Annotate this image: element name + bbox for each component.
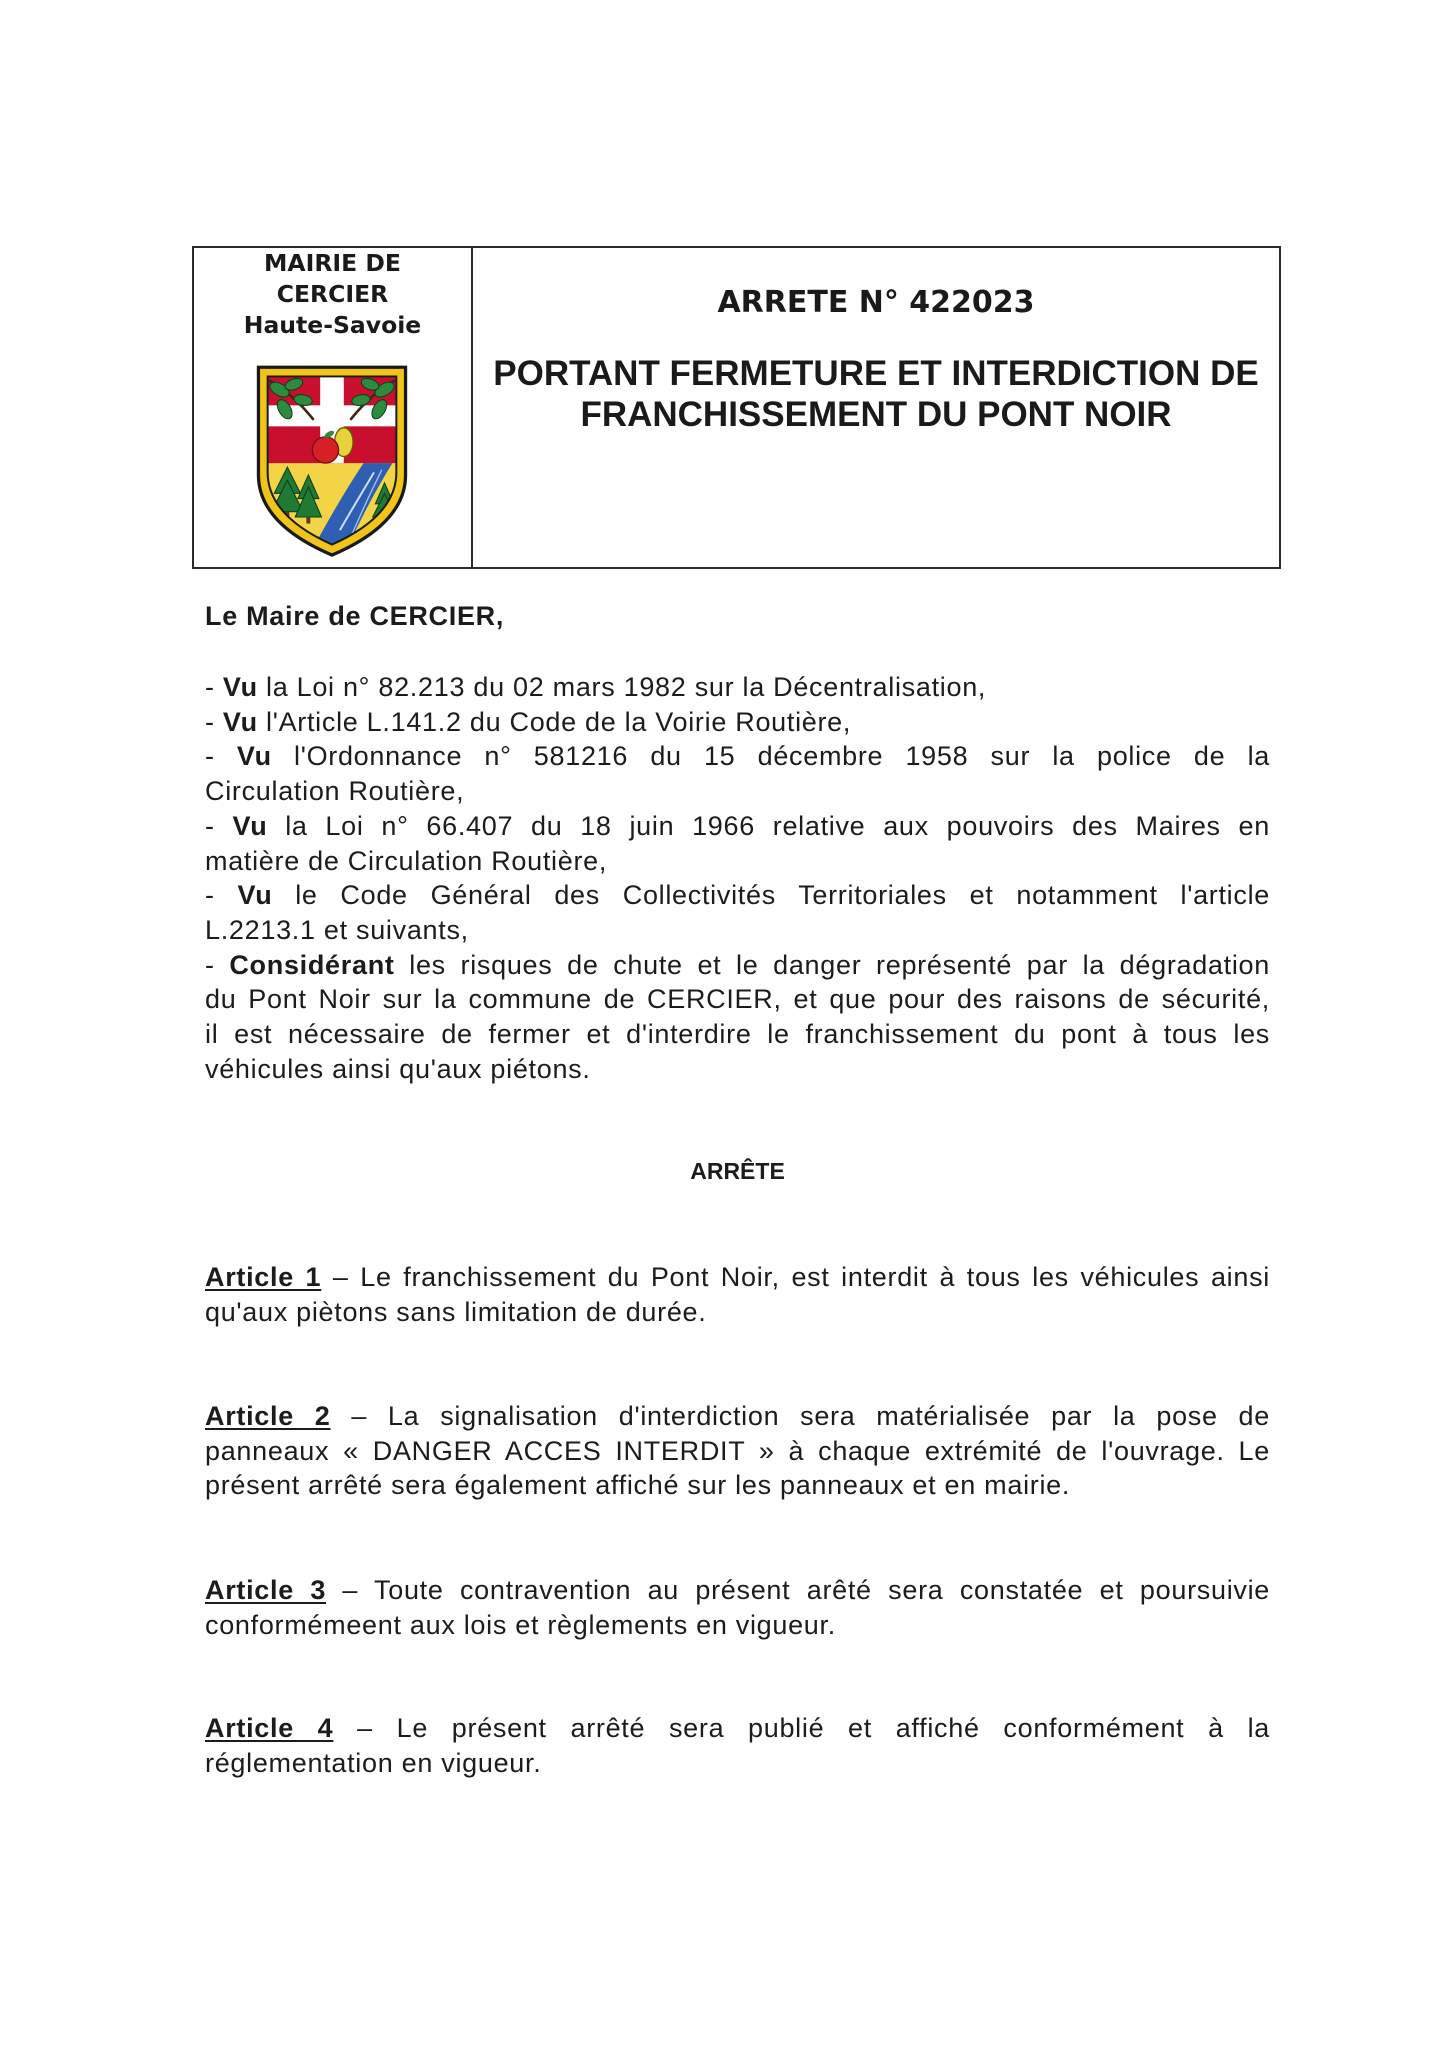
article-line: réglementation en vigueur. — [205, 1747, 542, 1778]
considerant-line: il est nécessaire de fermer et d'interdire le franchissement du pont à tous les — [205, 1019, 1270, 1050]
considerant-line: véhicules ainsi qu'aux piétons. — [205, 1053, 591, 1084]
considerant-line — [205, 705, 1270, 740]
considerant-line — [205, 948, 1270, 983]
considerant-text: la Loi n° 82.213 du 02 mars 1982 sur la Décentralisation, — [257, 672, 987, 702]
considerant-keyword: Vu — [222, 706, 258, 737]
article — [205, 1260, 1270, 1329]
considerant-keyword: Vu — [232, 810, 268, 841]
considerant-line — [205, 878, 1270, 913]
considerant-text: le Code Général des Collectivités Territoriales et notamment l'article — [272, 880, 1270, 911]
article-line — [205, 1399, 1270, 1434]
mairie-line: MAIRIE DE — [264, 249, 401, 277]
considerant-line — [205, 739, 1270, 774]
considerant-dash: - — [205, 880, 238, 911]
considerant-text: l'Ordonnance n° 581216 du 15 décembre 1958 sur la police de la — [271, 741, 1270, 772]
salutation: Le Maire de CERCIER, — [205, 601, 505, 631]
subject-line: FRANCHISSEMENT DU PONT NOIR — [580, 395, 1172, 434]
considerant-keyword: Vu — [222, 672, 258, 702]
considerant-line: du Pont Noir sur la commune de CERCIER, et que pour des raisons de sécurité, — [205, 984, 1270, 1015]
article — [205, 1573, 1270, 1642]
considerants — [205, 670, 1270, 1086]
arrete-subject — [473, 353, 1279, 435]
considerant-line: L.2213.1 et suivants, — [205, 914, 469, 945]
considerant-dash: - — [205, 672, 223, 702]
mairie-line: Haute-Savoie — [243, 311, 422, 339]
article-line: panneaux « DANGER ACCES INTERDIT » à chaque extrémité de l'ouvrage. Le — [205, 1435, 1270, 1466]
considerant-dash: - — [205, 810, 233, 841]
header-box — [192, 246, 1281, 569]
coat-of-arms-icon — [253, 362, 411, 559]
article-line — [205, 1573, 1270, 1608]
considerant-text: l'Article L.141.2 du Code de la Voirie Routière, — [257, 706, 852, 737]
considerant-line — [205, 670, 1270, 705]
subject-line: PORTANT FERMETURE ET INTERDICTION DE — [493, 354, 1259, 393]
mairie-name — [194, 248, 471, 341]
article-text: – Toute contravention au présent arêté sera constatée et poursuivie — [326, 1575, 1271, 1605]
article-label: Article 4 — [205, 1713, 334, 1743]
considerant-keyword: Vu — [237, 880, 273, 911]
article-line: conformémeent aux lois et règlements en vigueur. — [205, 1609, 836, 1640]
article-label: Article 3 — [205, 1575, 327, 1605]
article-label: Article 1 — [205, 1262, 322, 1292]
considerant-line: Circulation Routière, — [205, 776, 465, 807]
article-text: – Le franchissement du Pont Noir, est interdit à tous les véhicules ainsi — [321, 1262, 1270, 1292]
article-text: – Le présent arrêté sera publié et affiché conformément à la — [333, 1713, 1271, 1743]
considerant-dash: - — [205, 741, 237, 772]
article-line — [205, 1711, 1270, 1746]
article-line: présent arrêté sera également affiché sur les panneaux et en mairie. — [205, 1470, 1071, 1501]
article — [205, 1399, 1270, 1503]
considerant-line — [205, 809, 1270, 844]
article — [205, 1711, 1270, 1780]
mairie-line: CERCIER — [276, 280, 389, 308]
article-label: Article 2 — [205, 1401, 331, 1431]
considerant-keyword: Vu — [236, 741, 272, 772]
article-text: – La signalisation d'interdiction sera matérialisée par la pose de — [330, 1401, 1270, 1431]
article-line — [205, 1260, 1270, 1295]
considerant-text: les risques de chute et le danger représenté par la dégradation — [394, 949, 1270, 980]
considerant-text: la Loi n° 66.407 du 18 juin 1966 relative aux pouvoirs des Maires en — [267, 810, 1270, 841]
article-line: qu'aux piètons sans limitation de durée. — [205, 1296, 707, 1327]
considerant-line: matière de Circulation Routière, — [205, 845, 608, 876]
considerant-dash: - — [205, 706, 223, 737]
mairie-cell — [194, 248, 473, 567]
considerant-dash: - — [205, 949, 230, 980]
decision-heading: ARRÊTE — [690, 1158, 785, 1184]
title-cell — [473, 248, 1279, 567]
arrete-number: ARRETE N° 422023 — [717, 285, 1035, 320]
considerant-keyword: Considérant — [229, 949, 395, 980]
